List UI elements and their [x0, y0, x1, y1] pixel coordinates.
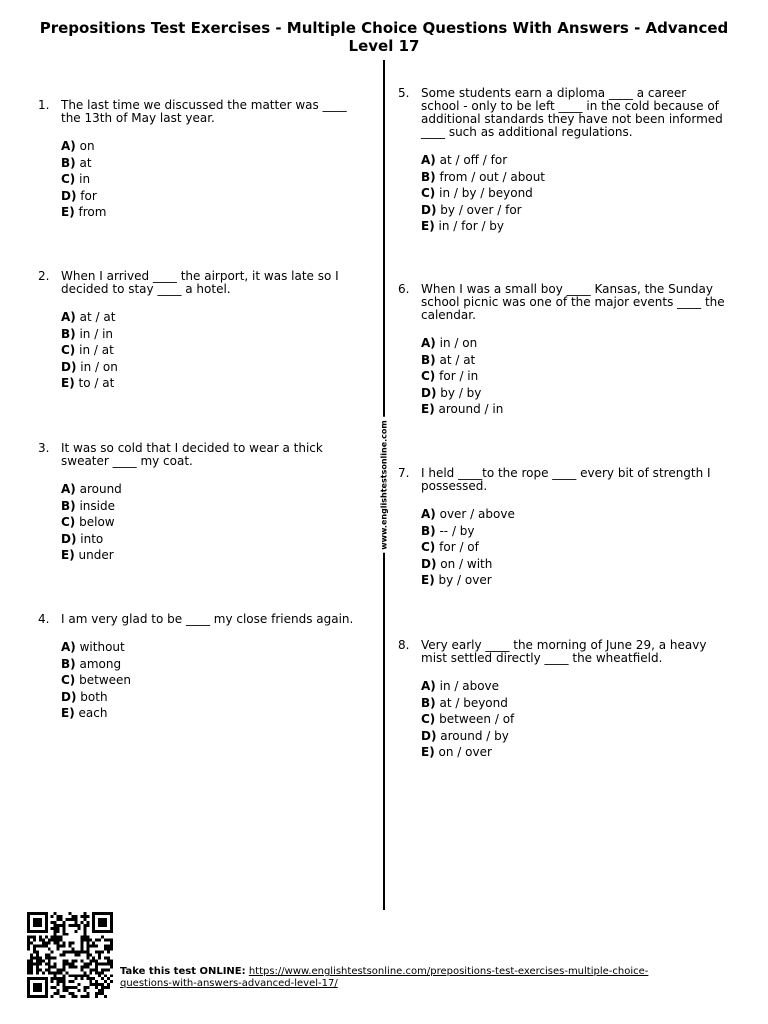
option-letter: C) — [421, 540, 436, 554]
option-letter: B) — [421, 523, 436, 538]
answer-option — [421, 401, 727, 418]
question-number: 2. — [38, 269, 50, 283]
question-stem: I am very glad to be ____ my close friends again. — [61, 612, 354, 626]
answer-options — [421, 506, 727, 589]
question-number: 7. — [398, 466, 410, 480]
option-letter: A) — [421, 507, 436, 521]
option-text: in / on — [80, 359, 118, 374]
option-letter: D) — [421, 202, 437, 217]
option-text: on — [79, 139, 95, 153]
answer-option — [421, 539, 727, 556]
question-1 — [38, 98, 367, 221]
option-text: between / of — [439, 712, 515, 726]
answer-option — [61, 155, 367, 172]
option-text: for — [80, 188, 97, 203]
question-number: 3. — [38, 441, 50, 455]
option-letter: A) — [421, 679, 436, 693]
option-text: at / off / for — [439, 153, 508, 167]
answer-option — [421, 744, 727, 761]
answer-option — [61, 689, 367, 706]
answer-option — [421, 728, 727, 745]
option-letter: E) — [61, 706, 75, 720]
option-letter: A) — [61, 310, 76, 324]
option-text: in / in — [79, 326, 114, 341]
answer-option — [61, 171, 367, 188]
question-number: 4. — [38, 612, 50, 626]
answer-option — [421, 152, 727, 169]
option-text: for / of — [439, 540, 479, 554]
option-letter: E) — [61, 548, 75, 562]
option-letter: C) — [421, 369, 436, 383]
question-stem: When I was a small boy ____ Kansas, the Sunday school picnic was one of the major events ____ the calendar. — [421, 282, 725, 322]
qr-code-icon — [25, 912, 115, 998]
footer — [120, 966, 680, 990]
option-text: from — [78, 205, 107, 219]
option-letter: B) — [421, 169, 436, 184]
question-8 — [398, 638, 727, 761]
option-text: at / at — [439, 352, 476, 367]
question-4 — [38, 612, 367, 722]
option-letter: C) — [61, 515, 76, 529]
answer-option — [421, 523, 727, 540]
option-text: each — [78, 706, 108, 720]
option-letter: B) — [421, 695, 436, 710]
option-text: to / at — [78, 376, 115, 390]
option-letter: D) — [421, 385, 437, 400]
question-stem: Very early ____ the morning of June 29, a heavy mist settled directly ____ the wheatfield. — [421, 638, 707, 665]
question-2 — [38, 269, 367, 392]
question-5 — [398, 86, 727, 235]
option-letter: C) — [61, 343, 76, 357]
option-text: in / for / by — [438, 219, 505, 233]
option-text: between — [79, 673, 132, 687]
question-stem: I held ____to the rope ____ every bit of strength I possessed. — [421, 466, 711, 493]
option-letter: C) — [61, 172, 76, 186]
question-stem: Some students earn a diploma ____ a career school - only to be left ____ in the cold because of additional standards they have not been informed ____ such as additional regulations. — [421, 86, 723, 139]
answer-option — [61, 672, 367, 689]
answer-options — [61, 639, 367, 722]
option-letter: E) — [421, 573, 435, 587]
answer-option — [61, 514, 367, 531]
answer-option — [61, 188, 367, 205]
option-text: below — [79, 515, 115, 529]
option-letter: D) — [421, 728, 437, 743]
question-7 — [398, 466, 727, 589]
answer-option — [421, 711, 727, 728]
answer-option — [61, 481, 367, 498]
option-letter: C) — [421, 712, 436, 726]
option-letter: D) — [61, 531, 77, 546]
answer-options — [421, 152, 727, 235]
answer-options — [61, 138, 367, 221]
option-text: without — [79, 640, 125, 654]
option-text: -- / by — [439, 523, 475, 538]
answer-option — [61, 204, 367, 221]
option-letter: E) — [421, 402, 435, 416]
answer-option — [61, 656, 367, 673]
answer-option — [421, 218, 727, 235]
answer-option — [61, 531, 367, 548]
option-text: into — [80, 531, 104, 546]
test-online-link[interactable]: https://www.englishtestsonline.com/prepositions-test-exercises-multiple-choice-questions-with-answers-advanced-level-17/ — [120, 966, 649, 989]
answer-option — [421, 335, 727, 352]
option-letter: B) — [61, 326, 76, 341]
answer-option — [61, 547, 367, 564]
question-number: 8. — [398, 638, 410, 652]
answer-options — [421, 678, 727, 761]
option-letter: A) — [61, 139, 76, 153]
option-letter: E) — [61, 376, 75, 390]
option-letter: A) — [61, 640, 76, 654]
option-letter: D) — [421, 556, 437, 571]
option-letter: B) — [61, 498, 76, 513]
question-stem: The last time we discussed the matter was ____ the 13th of May last year. — [61, 98, 347, 125]
option-text: in / at — [79, 343, 114, 357]
option-letter: E) — [421, 745, 435, 759]
answer-option — [61, 498, 367, 515]
option-letter: D) — [61, 359, 77, 374]
option-letter: C) — [421, 186, 436, 200]
answer-option — [61, 326, 367, 343]
site-watermark-text: www.englishtestsonline.com — [378, 417, 391, 553]
answer-option — [421, 202, 727, 219]
option-text: around / in — [438, 402, 504, 416]
option-text: in / by / beyond — [439, 186, 533, 200]
option-text: at — [79, 155, 92, 170]
answer-option — [421, 169, 727, 186]
option-text: around — [79, 482, 122, 496]
option-text: inside — [79, 498, 115, 513]
option-text: on / over — [438, 745, 492, 759]
option-text: on / with — [440, 556, 493, 571]
option-letter: E) — [421, 219, 435, 233]
question-6 — [398, 282, 727, 418]
question-stem: When I arrived ____ the airport, it was late so I decided to stay ____ a hotel. — [61, 269, 339, 296]
option-letter: D) — [61, 188, 77, 203]
footer-label: Take this test ONLINE: — [120, 966, 246, 977]
answer-option — [421, 506, 727, 523]
answer-option — [421, 385, 727, 402]
option-text: for / in — [439, 369, 479, 383]
answer-option — [61, 705, 367, 722]
answer-options — [61, 309, 367, 392]
answer-option — [61, 359, 367, 376]
option-letter: A) — [61, 482, 76, 496]
option-text: by / by — [440, 385, 482, 400]
option-letter: B) — [61, 155, 76, 170]
option-letter: C) — [61, 673, 76, 687]
option-text: in / on — [439, 336, 478, 350]
question-number: 5. — [398, 86, 410, 100]
option-letter: B) — [61, 656, 76, 671]
question-number: 1. — [38, 98, 50, 112]
option-text: around / by — [440, 728, 509, 743]
answer-option — [421, 352, 727, 369]
question-stem: It was so cold that I decided to wear a thick sweater ____ my coat. — [61, 441, 323, 468]
option-letter: A) — [421, 336, 436, 350]
option-text: in / above — [439, 679, 500, 693]
option-letter: E) — [61, 205, 75, 219]
option-letter: A) — [421, 153, 436, 167]
option-text: in — [79, 172, 91, 186]
answer-option — [61, 309, 367, 326]
answer-options — [61, 481, 367, 564]
answer-option — [61, 138, 367, 155]
option-text: at / beyond — [439, 695, 508, 710]
option-text: both — [80, 689, 108, 704]
answer-option — [61, 639, 367, 656]
option-letter: D) — [61, 689, 77, 704]
option-text: under — [78, 548, 114, 562]
answer-option — [421, 556, 727, 573]
option-text: among — [79, 656, 122, 671]
answer-option — [421, 572, 727, 589]
option-text: by / over — [438, 573, 492, 587]
question-number: 6. — [398, 282, 410, 296]
option-text: from / out / about — [439, 169, 546, 184]
option-text: by / over / for — [440, 202, 522, 217]
answer-option — [421, 678, 727, 695]
option-letter: B) — [421, 352, 436, 367]
answer-option — [61, 342, 367, 359]
option-text: at / at — [79, 310, 116, 324]
page-title: Prepositions Test Exercises - Multiple Choice Questions With Answers - Advanced Level 17 — [39, 19, 729, 55]
question-3 — [38, 441, 367, 564]
option-text: over / above — [439, 507, 515, 521]
answer-option — [421, 368, 727, 385]
answer-option — [421, 695, 727, 712]
answer-option — [61, 375, 367, 392]
answer-options — [421, 335, 727, 418]
answer-option — [421, 185, 727, 202]
